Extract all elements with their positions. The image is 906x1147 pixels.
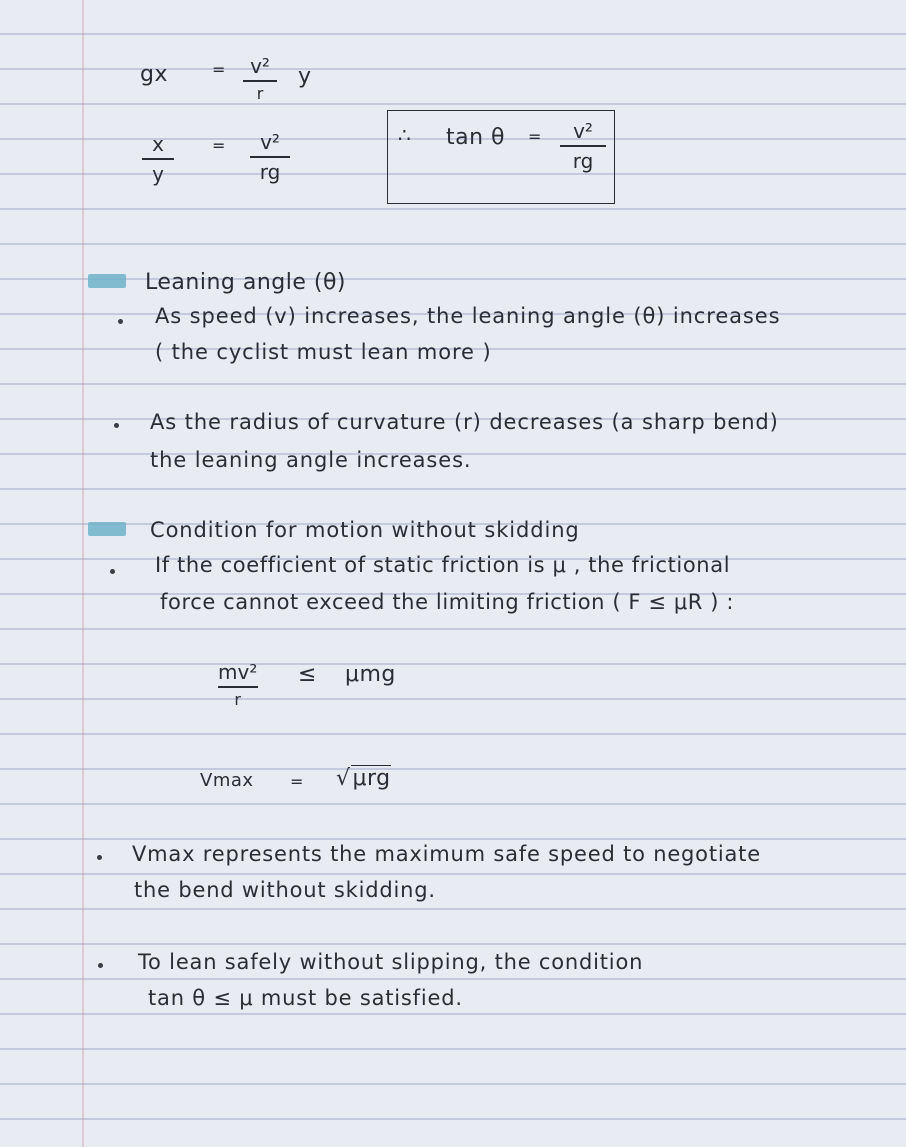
- vmax-lhs: Vmax: [200, 770, 254, 791]
- sqrt-radicand: μrg: [352, 766, 391, 791]
- eq2-left-fraction: [142, 132, 174, 186]
- section1-bullet1-line2: ( the cyclist must lean more ): [155, 340, 492, 364]
- section2-heading: Condition for motion without skidding: [150, 518, 580, 542]
- eq2-right-numerator: v²: [260, 130, 280, 154]
- eq1-denominator: r: [256, 83, 264, 103]
- eq1-fraction-bar: [243, 80, 277, 82]
- section1-bullet2-dot: [114, 423, 119, 428]
- friction-inequality-operator: ≤: [298, 662, 317, 687]
- eq1-numerator: v²: [250, 54, 270, 78]
- section2-bullet3-line2: tan θ ≤ μ must be satisfied.: [148, 986, 463, 1010]
- box-fraction: [560, 119, 606, 173]
- section2-bullet2-dot: [97, 855, 102, 860]
- eq1-equals: =: [212, 60, 226, 79]
- vmax-equals: =: [290, 772, 304, 791]
- friction-inequality-rhs: μmg: [345, 662, 396, 687]
- eq2-equals: =: [212, 136, 226, 155]
- eq2-left-numerator: x: [152, 132, 164, 156]
- eq1-fraction: [243, 54, 277, 103]
- box-lhs: tan θ: [446, 125, 506, 150]
- section2-bullet3-line1: To lean safely without slipping, the condition: [138, 950, 644, 974]
- sqrt-symbol: √: [336, 766, 351, 791]
- result-box: [387, 110, 615, 204]
- eq2-left-bar: [142, 158, 174, 160]
- eq2-right-denominator: rg: [259, 159, 281, 184]
- section2-bullet1-line2: force cannot exceed the limiting friction ( F ≤ μR ) :: [160, 590, 735, 614]
- section1-heading: Leaning angle (θ): [145, 270, 346, 295]
- section2-bullet1-dot: [110, 569, 115, 574]
- eq2-left-denominator: y: [152, 161, 164, 186]
- box-equals: =: [528, 127, 542, 146]
- friction-inequality-fraction: [214, 660, 261, 709]
- section1-highlight-mark: [88, 274, 126, 288]
- section2-highlight-mark: [88, 522, 126, 536]
- friction-inequality-bar: [218, 686, 258, 688]
- box-fraction-bar: [560, 145, 606, 147]
- section1-bullet1-line1: As speed (v) increases, the leaning angle (θ) increases: [155, 304, 781, 328]
- friction-inequality-numerator: mv²: [218, 660, 258, 684]
- section2-bullet1-line1: If the coefficient of static friction is μ , the frictional: [155, 553, 731, 577]
- section1-bullet2-line2: the leaning angle increases.: [150, 448, 472, 472]
- vmax-rhs: [336, 766, 391, 791]
- eq2-right-bar: [250, 156, 290, 158]
- section1-bullet2-line1: As the radius of curvature (r) decreases (a sharp bend): [150, 410, 779, 434]
- eq1-tail: y: [298, 64, 312, 89]
- section2-bullet2-line1: Vmax represents the maximum safe speed to negotiate: [132, 842, 761, 866]
- eq1-lhs: gx: [140, 62, 168, 87]
- section2-bullet3-dot: [98, 963, 103, 968]
- eq2-right-fraction: [250, 130, 290, 184]
- box-denominator: rg: [572, 148, 594, 173]
- section1-bullet1-dot: [118, 319, 123, 324]
- friction-inequality-denominator: r: [234, 689, 241, 709]
- therefore-symbol: ∴: [398, 123, 412, 147]
- section2-bullet2-line2: the bend without skidding.: [134, 878, 436, 902]
- box-numerator: v²: [573, 119, 593, 143]
